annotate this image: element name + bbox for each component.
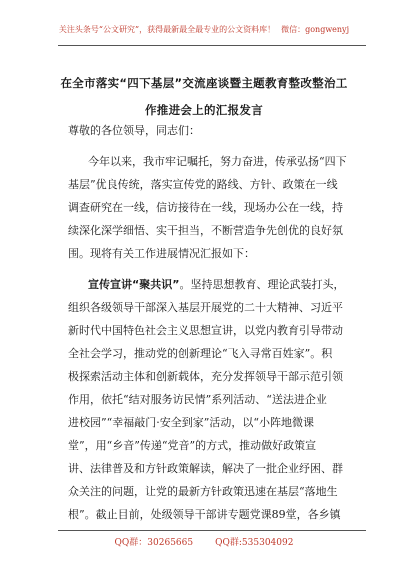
body-line: 今年以来，我市牢记嘱托，努力奋进，传承弘扬“四下 (88, 155, 347, 168)
title-line-1: 在全市落实“四下基层”交流座谈暨主题教育整改整治工 (60, 76, 348, 90)
salutation: 尊敬的各位领导，同志们： (68, 124, 200, 137)
body-line: 续深化深学细悟、实干担当，不断营造争先创优的良好氛 (68, 224, 343, 237)
body-line: 作用，依托“结对服务访民情”系列活动、“送法进企业 (68, 393, 327, 406)
banner-promo-text: 关注头条号“公文研究”，获得最新最全最专业的公文资料库！ (58, 25, 276, 34)
body-line-text: 。坚持思想教育、理论武装打头， (179, 278, 345, 291)
body-line: 调查研究在一线，信访接待在一线，现场办公在一线，持 (68, 201, 343, 214)
body-line: 新时代中国特色社会主义思想宣讲，以党内教育引导带动 (68, 324, 343, 337)
section-lead-heading: 宣传宣讲“聚共识” (88, 278, 180, 291)
banner-wechat-text: 微信：gongwenyj (281, 25, 350, 34)
body-line: 全社会学习，推动党的创新理论“飞入寻常百姓家”。积 (68, 347, 333, 360)
document-title (40, 70, 368, 124)
footer-divider (58, 530, 366, 531)
footer-qq-group-1: QQ群：30265665 (114, 538, 194, 548)
body-line: 围。现将有关工作进展情况汇报如下： (68, 247, 255, 260)
header-banner (0, 24, 408, 36)
body-line: 众关注的问题，让党的最新方针政策迅速在基层“落地生 (68, 485, 338, 498)
footer (0, 536, 408, 550)
body-line: 基层”优良传统，落实宣传党的路线、方针、政策在一线 (68, 178, 338, 191)
body-line: 讲、法律普及和方针政策解读，解决了一批企业纾困、群 (68, 462, 343, 475)
body-line-with-lead (88, 278, 344, 292)
body-line: 进校园”“幸福敲门·安全到家”活动，以“小阵地微课 (68, 416, 314, 429)
body-line: 根”。截止目前，处级领导干部讲专题党课89堂，各乡镇 (68, 508, 341, 521)
footer-qq-group-2: QQ群:535304092 (215, 538, 294, 548)
body-line: 极探索活动主体和创新载体，充分发挥领导干部示范引领 (68, 370, 343, 383)
header-divider (58, 45, 366, 46)
title-line-2: 作推进会上的汇报发言 (145, 103, 263, 117)
body-line: 堂”，用“乡音”传递“党音”的方式，推动做好政策宣 (68, 439, 317, 452)
body-line: 组织各级领导干部深入基层开展党的二十大精神、习近平 (68, 301, 343, 314)
